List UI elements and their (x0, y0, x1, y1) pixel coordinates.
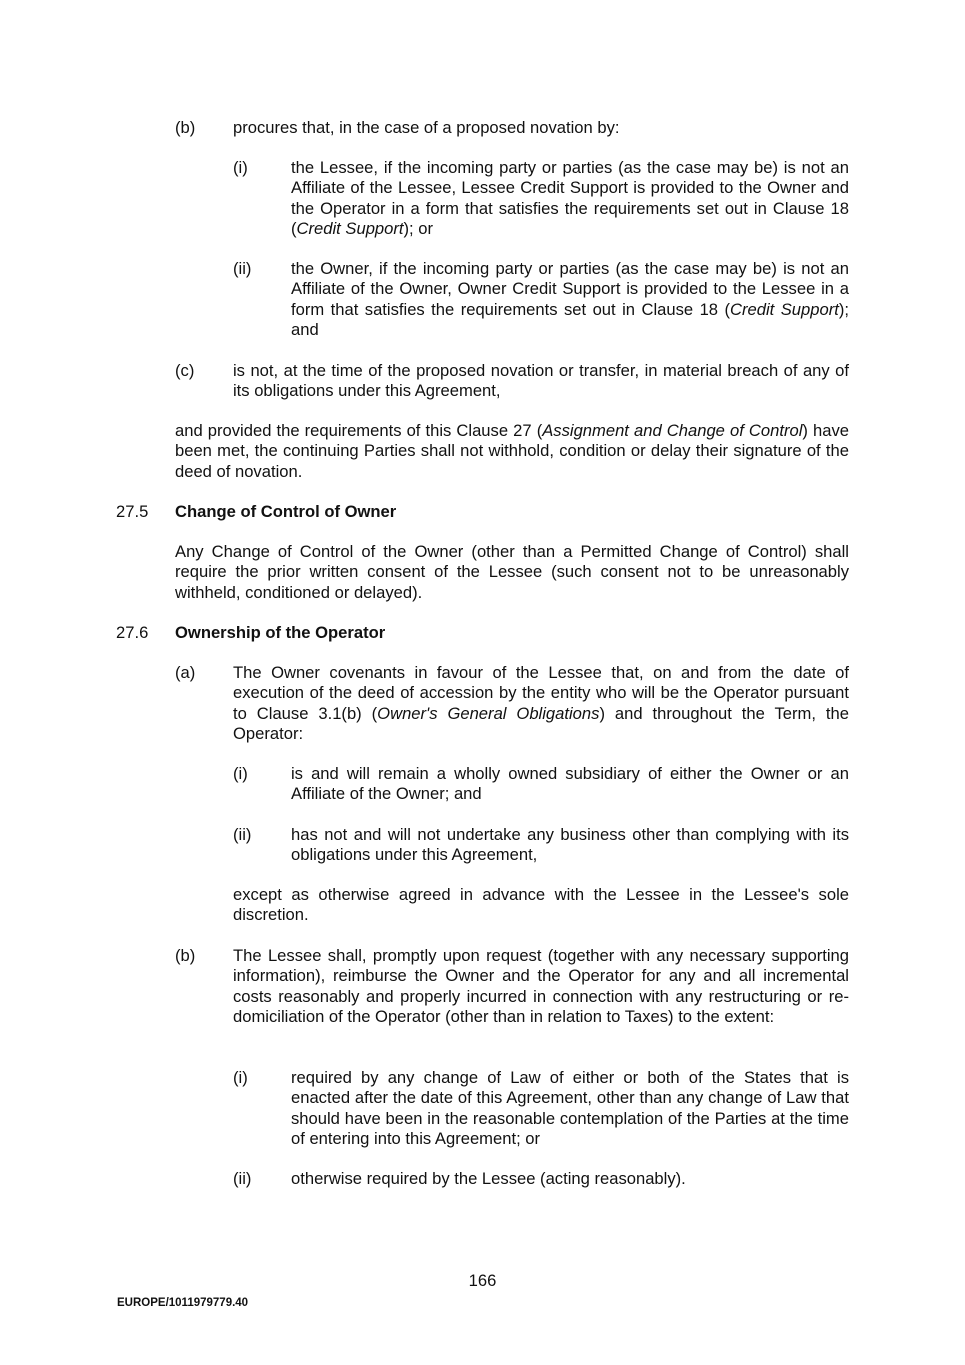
s276-a-i-label: (i) (233, 764, 248, 783)
s276-a-i-text: is and will remain a wholly owned subsidiary of either the Owner or an Affiliate of the Owner; and (291, 764, 849, 804)
s276-b-ii-label: (ii) (233, 1169, 252, 1188)
clause-b-label: (b) (175, 118, 196, 137)
page-number: 166 (468, 1271, 497, 1290)
section-27-5-number: 27.5 (116, 502, 149, 521)
clause-b-i-label: (i) (233, 158, 248, 177)
s276-a-label: (a) (175, 663, 196, 682)
s276-b-i-label: (i) (233, 1068, 248, 1087)
section-27-6-number: 27.6 (116, 623, 149, 642)
s276-a-tail: except as otherwise agreed in advance with the Lessee in the Lessee's sole discretion. (233, 885, 849, 925)
clause-c-text: is not, at the time of the proposed novation or transfer, in material breach of any of its obligations under this Agreement, (233, 361, 849, 401)
clause-b-ii-text: the Owner, if the incoming party or parties (as the case may be) is not an Affiliate of the Owner, Owner Credit Support is provided to the Lessee in a form that satisfies the requirements set out in Clause 18 (Credit Support); and (291, 259, 849, 339)
section-27-5-text: Any Change of Control of the Owner (other than a Permitted Change of Control) shall require the prior written consent of the Lessee (such consent not to be unreasonably withheld, conditioned or delayed). (175, 542, 849, 602)
s276-a-text: The Owner covenants in favour of the Lessee that, on and from the date of execution of the deed of accession by the entity who will be the Operator pursuant to Clause 3.1(b) (Owner's General Obligations) and throughout the Term, the Operator: (233, 663, 849, 743)
s276-a-ii-label: (ii) (233, 825, 252, 844)
clause-b-text: procures that, in the case of a proposed novation by: (233, 118, 620, 137)
clause-c-label: (c) (175, 361, 195, 380)
s276-b-i-text: required by any change of Law of either or both of the States that is enacted after the date of this Agreement, other than any change of Law that should have been in the reasonable contemplation of the Parties at the time of entering into this Agreement; or (291, 1068, 849, 1148)
clause-b-ii-label: (ii) (233, 259, 252, 278)
proviso-paragraph: and provided the requirements of this Clause 27 (Assignment and Change of Control) have been met, the continuing Parties shall not withhold, condition or delay their signature of the deed of novation. (175, 421, 849, 481)
section-27-5-heading: Change of Control of Owner (175, 502, 397, 521)
footer-reference: EUROPE/1011979779.40 (117, 1297, 249, 1309)
s276-b-label: (b) (175, 946, 196, 965)
section-27-6-heading: Ownership of the Operator (175, 623, 386, 642)
clause-b-i-text: the Lessee, if the incoming party or parties (as the case may be) is not an Affiliate of the Lessee, Lessee Credit Support is provided to the Owner and the Operator in a form that satisfies the requirements set out in Clause 18 (Credit Support); or (291, 158, 849, 238)
s276-b-text: The Lessee shall, promptly upon request (together with any necessary supporting information), reimburse the Owner and the Operator for any and all incremental costs reasonably and properly incurred in connection with any restructuring or re-domiciliation of the Operator (other than in relation to Taxes) to the extent: (233, 946, 849, 1026)
s276-a-ii-text: has not and will not undertake any business other than complying with its obligations under this Agreement, (291, 825, 849, 865)
s276-b-ii-text: otherwise required by the Lessee (acting reasonably). (291, 1169, 686, 1188)
